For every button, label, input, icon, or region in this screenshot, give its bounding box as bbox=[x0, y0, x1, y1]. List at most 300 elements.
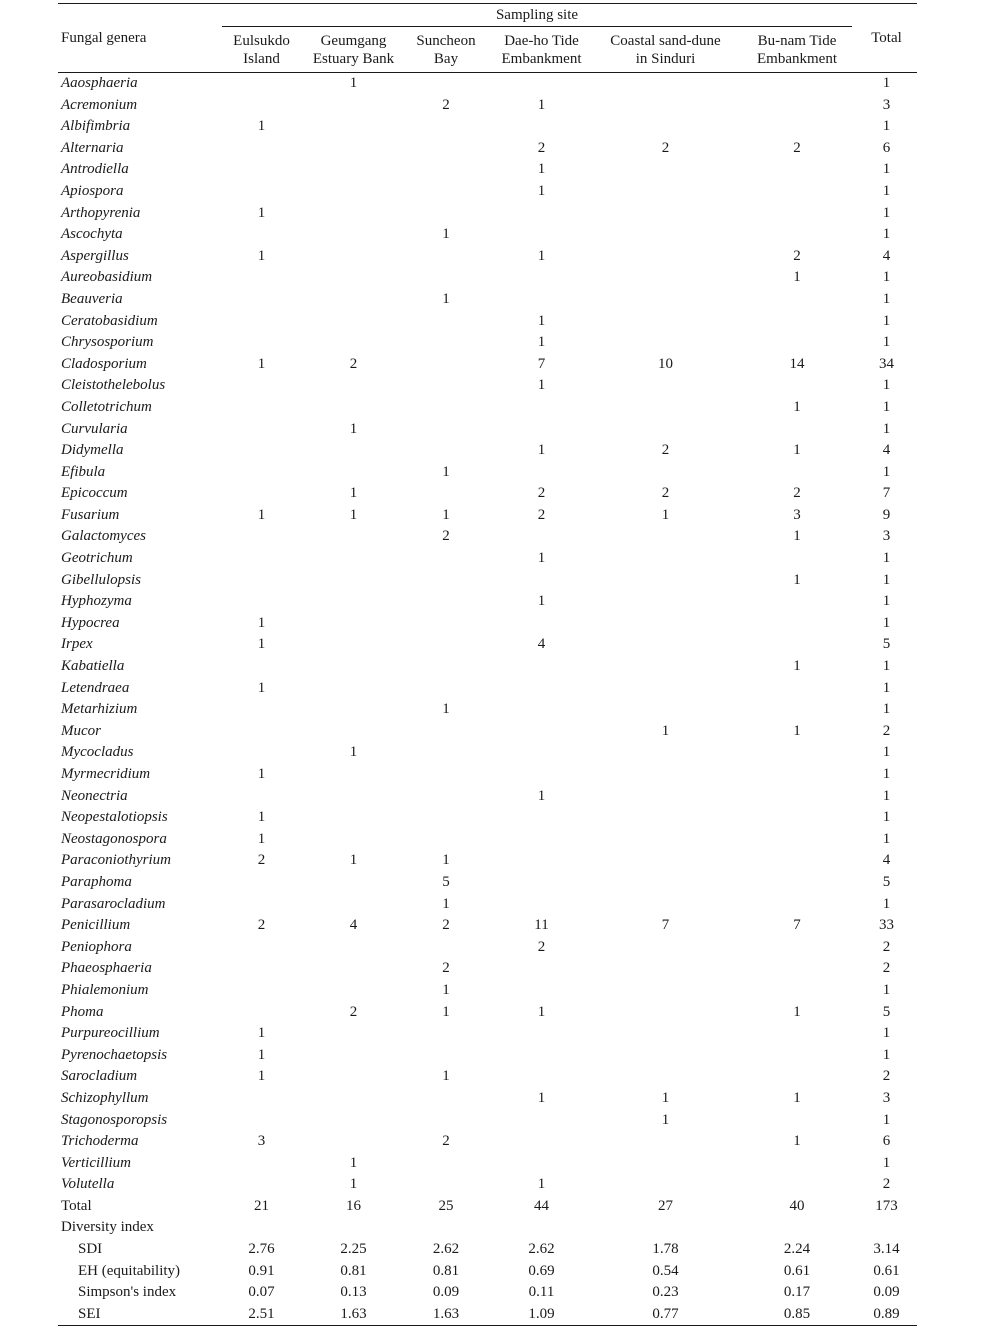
count-cell bbox=[490, 958, 593, 980]
count-cell bbox=[305, 721, 402, 743]
genus-name: Purpureocillium bbox=[61, 1025, 160, 1042]
count-cell: 2 bbox=[442, 917, 450, 934]
count-cell bbox=[402, 613, 490, 635]
total-cell: 7 bbox=[882, 485, 891, 502]
count-cell bbox=[402, 440, 490, 462]
genus-row bbox=[58, 721, 917, 743]
genus-name: Hyphozyma bbox=[61, 593, 132, 610]
count-cell bbox=[305, 656, 402, 678]
genus-name: Trichoderma bbox=[61, 1133, 139, 1150]
count-cell bbox=[593, 764, 738, 786]
count-cell: 11 bbox=[534, 917, 549, 934]
count-cell bbox=[218, 980, 305, 1002]
count-cell: 0.77 bbox=[593, 1304, 738, 1326]
count-cell bbox=[402, 203, 490, 225]
count-cell: 3 bbox=[257, 1133, 266, 1150]
count-cell: 1 bbox=[349, 420, 358, 437]
total-cell: 1 bbox=[882, 290, 891, 307]
count-cell bbox=[402, 354, 490, 376]
count-cell bbox=[490, 116, 593, 138]
count-cell bbox=[402, 181, 490, 203]
count-cell: 1.63 bbox=[402, 1304, 490, 1326]
count-cell bbox=[305, 613, 402, 635]
total-cell: 1 bbox=[882, 981, 891, 998]
count-cell bbox=[593, 786, 738, 808]
count-cell: 1 bbox=[793, 571, 801, 588]
count-cell: 1 bbox=[661, 506, 670, 523]
genus-row bbox=[58, 548, 917, 570]
count-cell bbox=[593, 419, 738, 441]
count-cell bbox=[738, 332, 856, 354]
genus-name: Efibula bbox=[61, 463, 106, 480]
genus-row bbox=[58, 462, 917, 484]
site-header-line: Suncheon bbox=[416, 33, 476, 49]
count-cell bbox=[402, 656, 490, 678]
total-cell: 5 bbox=[882, 1003, 891, 1020]
genus-row bbox=[58, 505, 917, 527]
count-cell: 1 bbox=[537, 334, 546, 351]
count-cell: 1 bbox=[537, 787, 546, 804]
count-cell bbox=[402, 634, 490, 656]
count-cell: 7 bbox=[537, 355, 546, 372]
total-cell: 4 bbox=[882, 442, 891, 459]
count-cell bbox=[218, 526, 305, 548]
count-cell: 2 bbox=[793, 139, 801, 156]
count-cell bbox=[218, 1088, 305, 1110]
genus-name: Metarhizium bbox=[61, 701, 138, 718]
count-cell bbox=[305, 267, 402, 289]
count-cell: 1 bbox=[442, 463, 450, 480]
count-cell bbox=[738, 937, 856, 959]
count-cell: 1 bbox=[257, 355, 266, 372]
total-cell: 1 bbox=[882, 161, 891, 178]
total-cell: 3 bbox=[882, 528, 891, 545]
count-cell bbox=[490, 462, 593, 484]
count-cell bbox=[305, 224, 402, 246]
total-cell: 1 bbox=[882, 269, 891, 286]
count-cell bbox=[738, 375, 856, 397]
total-cell: 1 bbox=[882, 334, 891, 351]
count-cell: 2.25 bbox=[340, 1241, 367, 1258]
count-cell: 2.62 bbox=[528, 1241, 555, 1258]
count-cell: 1 bbox=[537, 247, 546, 264]
count-cell bbox=[593, 397, 738, 419]
genus-row bbox=[58, 138, 917, 160]
count-cell bbox=[218, 1217, 305, 1239]
count-cell bbox=[593, 116, 738, 138]
site-header-line: Eulsukdo bbox=[233, 33, 290, 49]
count-cell bbox=[402, 721, 490, 743]
count-cell: 1 bbox=[793, 269, 801, 286]
site-header-line: Embankment bbox=[757, 51, 837, 67]
total-cell: 1 bbox=[882, 420, 891, 437]
genus-row bbox=[58, 678, 917, 700]
genus-name: Neopestalotiopsis bbox=[61, 809, 168, 826]
count-cell bbox=[402, 73, 490, 95]
count-cell bbox=[305, 116, 402, 138]
count-cell: 2 bbox=[349, 355, 358, 372]
count-cell: 1 bbox=[257, 247, 266, 264]
count-cell bbox=[305, 440, 402, 462]
genus-row bbox=[58, 699, 917, 721]
genus-row bbox=[58, 613, 917, 635]
count-cell bbox=[402, 483, 490, 505]
count-cell bbox=[593, 1066, 738, 1088]
count-cell: 0.81 bbox=[340, 1262, 367, 1279]
fungal-genera-table bbox=[58, 3, 917, 1326]
genus-row bbox=[58, 872, 917, 894]
count-cell bbox=[305, 591, 402, 613]
count-cell bbox=[305, 937, 402, 959]
count-cell bbox=[218, 1110, 305, 1132]
genus-row bbox=[58, 246, 917, 268]
genus-row bbox=[58, 829, 917, 851]
count-cell: 2 bbox=[537, 506, 546, 523]
count-cell: 1 bbox=[257, 830, 266, 847]
count-cell: 4 bbox=[537, 636, 546, 653]
genus-name: Sarocladium bbox=[61, 1068, 138, 1085]
total-cell: 2 bbox=[882, 1068, 891, 1085]
count-cell bbox=[738, 699, 856, 721]
site-header-line: Coastal sand-dune bbox=[610, 33, 721, 49]
count-cell bbox=[490, 397, 593, 419]
count-cell: 4 bbox=[349, 917, 358, 934]
genus-row bbox=[58, 159, 917, 181]
count-cell bbox=[593, 1153, 738, 1175]
count-cell: 1 bbox=[537, 550, 546, 567]
count-cell bbox=[218, 1002, 305, 1024]
count-cell bbox=[402, 937, 490, 959]
total-cell: 1 bbox=[882, 809, 891, 826]
count-cell bbox=[218, 289, 305, 311]
count-cell: 1 bbox=[537, 1089, 546, 1106]
genus-name: Peniophora bbox=[61, 938, 132, 955]
count-cell: 1 bbox=[537, 96, 546, 113]
count-cell: 0.11 bbox=[528, 1284, 555, 1301]
count-cell bbox=[305, 872, 402, 894]
genus-row bbox=[58, 203, 917, 225]
count-cell bbox=[490, 872, 593, 894]
total-cell: 2 bbox=[882, 960, 891, 977]
total-cell: 1 bbox=[882, 1154, 891, 1171]
total-cell: 1 bbox=[882, 614, 891, 631]
count-cell bbox=[402, 786, 490, 808]
genus-row bbox=[58, 786, 917, 808]
sampling-site-group-header bbox=[218, 4, 856, 31]
count-cell bbox=[738, 311, 856, 333]
count-cell: 0.17 bbox=[783, 1284, 811, 1301]
count-cell bbox=[305, 894, 402, 916]
count-cell bbox=[593, 937, 738, 959]
total-cell: 1 bbox=[882, 658, 891, 675]
total-cell: 0.89 bbox=[856, 1304, 917, 1326]
total-cell: 1 bbox=[882, 744, 891, 761]
genus-row bbox=[58, 440, 917, 462]
count-cell bbox=[402, 1153, 490, 1175]
genus-row bbox=[58, 958, 917, 980]
count-cell bbox=[402, 311, 490, 333]
genus-row bbox=[58, 311, 917, 333]
count-cell bbox=[402, 1217, 490, 1239]
count-cell bbox=[593, 958, 738, 980]
count-cell: 1 bbox=[257, 118, 266, 135]
count-cell: 1 bbox=[257, 204, 266, 221]
count-cell bbox=[402, 332, 490, 354]
count-cell bbox=[738, 829, 856, 851]
count-cell bbox=[402, 1088, 490, 1110]
count-cell: 7 bbox=[661, 917, 670, 934]
count-cell: 1 bbox=[257, 506, 266, 523]
count-cell bbox=[402, 267, 490, 289]
count-cell bbox=[218, 440, 305, 462]
total-cell: 1 bbox=[882, 463, 891, 480]
count-cell bbox=[593, 807, 738, 829]
genus-name: Mycocladus bbox=[61, 744, 134, 761]
count-cell: 1.63 bbox=[305, 1304, 402, 1326]
site-header-line: Geumgang bbox=[320, 33, 387, 49]
genus-row bbox=[58, 181, 917, 203]
count-cell: 2 bbox=[661, 442, 670, 459]
genus-column-header: Fungal genera bbox=[58, 4, 218, 73]
total-cell: 1 bbox=[882, 550, 891, 567]
count-cell bbox=[305, 829, 402, 851]
total-cell: 3 bbox=[882, 96, 891, 113]
count-cell bbox=[402, 419, 490, 441]
genus-row bbox=[58, 1023, 917, 1045]
count-cell: 0.85 bbox=[738, 1304, 856, 1326]
site-header-line: Dae-ho Tide bbox=[504, 33, 579, 49]
count-cell bbox=[218, 332, 305, 354]
site-header-line: Bay bbox=[433, 51, 459, 67]
genus-row bbox=[58, 1110, 917, 1132]
total-cell: 1 bbox=[882, 571, 891, 588]
count-cell: 1 bbox=[442, 701, 450, 718]
sampling-site-label: Sampling site bbox=[222, 6, 852, 27]
genus-name: Aureobasidium bbox=[61, 269, 153, 286]
count-cell bbox=[218, 699, 305, 721]
count-cell: 1 bbox=[537, 161, 546, 178]
genus-row bbox=[58, 915, 917, 937]
count-cell bbox=[738, 203, 856, 225]
count-cell bbox=[218, 786, 305, 808]
count-cell bbox=[738, 591, 856, 613]
total-cell: 33 bbox=[879, 917, 894, 934]
count-cell: 1 bbox=[442, 981, 450, 998]
genus-name: Neostagonospora bbox=[61, 830, 167, 847]
count-cell: 0.69 bbox=[528, 1262, 555, 1279]
count-cell: 2 bbox=[537, 938, 546, 955]
count-cell bbox=[490, 894, 593, 916]
count-cell bbox=[305, 462, 402, 484]
genus-row bbox=[58, 742, 917, 764]
genus-name: Arthopyrenia bbox=[61, 204, 141, 221]
genus-row bbox=[58, 591, 917, 613]
count-cell: 1 bbox=[442, 226, 450, 243]
count-cell: 1 bbox=[349, 1154, 358, 1171]
count-cell bbox=[305, 332, 402, 354]
total-cell: 1 bbox=[882, 679, 891, 696]
count-cell bbox=[218, 267, 305, 289]
genus-name: Stagonosporopsis bbox=[61, 1111, 168, 1128]
count-cell: 2 bbox=[442, 528, 450, 545]
genus-row bbox=[58, 1088, 917, 1110]
fungal-genera-table-container bbox=[58, 3, 917, 1326]
count-cell bbox=[490, 807, 593, 829]
count-cell bbox=[218, 311, 305, 333]
count-cell bbox=[490, 1023, 593, 1045]
count-cell bbox=[738, 116, 856, 138]
count-cell bbox=[305, 1088, 402, 1110]
genus-row bbox=[58, 289, 917, 311]
count-cell bbox=[305, 311, 402, 333]
count-cell bbox=[218, 742, 305, 764]
count-cell bbox=[593, 311, 738, 333]
count-cell bbox=[402, 764, 490, 786]
count-cell bbox=[490, 526, 593, 548]
count-cell bbox=[738, 786, 856, 808]
count-cell: 1 bbox=[537, 1176, 546, 1193]
count-cell: 27 bbox=[658, 1197, 673, 1214]
count-cell: 1 bbox=[793, 528, 801, 545]
count-cell: 1 bbox=[257, 636, 266, 653]
count-cell: 5 bbox=[442, 873, 450, 890]
total-label: Total bbox=[61, 1197, 92, 1214]
count-cell bbox=[490, 1066, 593, 1088]
genus-row bbox=[58, 764, 917, 786]
count-cell bbox=[490, 764, 593, 786]
count-cell bbox=[738, 634, 856, 656]
count-cell: 0.23 bbox=[652, 1284, 679, 1301]
count-cell bbox=[738, 1023, 856, 1045]
count-cell bbox=[402, 1174, 490, 1196]
count-cell bbox=[738, 958, 856, 980]
site-header-line: in Sinduri bbox=[635, 51, 696, 67]
count-cell bbox=[218, 159, 305, 181]
count-cell bbox=[305, 375, 402, 397]
count-cell bbox=[593, 332, 738, 354]
genus-row bbox=[58, 95, 917, 117]
total-cell: 1 bbox=[882, 398, 891, 415]
count-cell bbox=[490, 570, 593, 592]
genus-name: Verticillium bbox=[61, 1154, 131, 1171]
total-cell: 2 bbox=[882, 938, 891, 955]
total-cell: 1 bbox=[882, 895, 891, 912]
count-cell: 1 bbox=[537, 593, 546, 610]
count-cell: 2.76 bbox=[248, 1241, 275, 1258]
genus-row bbox=[58, 937, 917, 959]
count-cell bbox=[738, 678, 856, 700]
diversity-index-row bbox=[58, 1239, 917, 1261]
count-cell bbox=[738, 764, 856, 786]
count-cell: 1 bbox=[257, 1025, 266, 1042]
diversity-index-name: SDI bbox=[78, 1241, 103, 1258]
count-cell bbox=[218, 73, 305, 95]
count-cell bbox=[402, 548, 490, 570]
genus-name: Pyrenochaetopsis bbox=[61, 1046, 168, 1063]
count-cell: 2 bbox=[349, 1003, 358, 1020]
count-cell bbox=[593, 548, 738, 570]
genus-row bbox=[58, 1174, 917, 1196]
genus-row bbox=[58, 419, 917, 441]
count-cell bbox=[593, 1023, 738, 1045]
count-cell bbox=[218, 570, 305, 592]
count-cell bbox=[490, 73, 593, 95]
site-column-header bbox=[593, 30, 738, 73]
total-cell: 1 bbox=[882, 701, 891, 718]
count-cell bbox=[490, 742, 593, 764]
count-cell: 3 bbox=[793, 506, 801, 523]
genus-row bbox=[58, 570, 917, 592]
genus-row bbox=[58, 526, 917, 548]
count-cell: 2 bbox=[442, 960, 450, 977]
count-cell bbox=[218, 548, 305, 570]
count-cell bbox=[218, 375, 305, 397]
count-cell bbox=[490, 289, 593, 311]
count-cell: 0.13 bbox=[340, 1284, 367, 1301]
count-cell bbox=[402, 1045, 490, 1067]
site-header-line: Estuary Bank bbox=[312, 51, 395, 67]
count-cell bbox=[218, 872, 305, 894]
count-cell bbox=[593, 829, 738, 851]
count-cell: 2 bbox=[661, 485, 670, 502]
genus-row bbox=[58, 1002, 917, 1024]
count-cell bbox=[593, 95, 738, 117]
genus-name: Neonectria bbox=[61, 787, 128, 804]
count-cell bbox=[218, 937, 305, 959]
count-cell bbox=[490, 980, 593, 1002]
count-cell bbox=[490, 1131, 593, 1153]
count-cell bbox=[305, 1066, 402, 1088]
genus-name: Ceratobasidium bbox=[61, 312, 158, 329]
genus-row bbox=[58, 483, 917, 505]
count-cell bbox=[593, 872, 738, 894]
total-cell: 5 bbox=[882, 636, 891, 653]
count-cell bbox=[305, 1023, 402, 1045]
diversity-index-name: Simpson's index bbox=[78, 1284, 177, 1301]
count-cell bbox=[593, 570, 738, 592]
count-cell bbox=[402, 397, 490, 419]
count-cell bbox=[218, 1174, 305, 1196]
count-cell bbox=[305, 289, 402, 311]
count-cell: 10 bbox=[658, 355, 673, 372]
count-cell bbox=[738, 613, 856, 635]
genus-row bbox=[58, 980, 917, 1002]
count-cell bbox=[738, 1110, 856, 1132]
count-cell bbox=[738, 742, 856, 764]
count-cell: 1 bbox=[257, 1068, 266, 1085]
count-cell: 44 bbox=[534, 1197, 549, 1214]
total-cell: 2 bbox=[882, 722, 891, 739]
count-cell: 2 bbox=[661, 139, 670, 156]
count-cell bbox=[218, 1153, 305, 1175]
site-header-line: Island bbox=[243, 51, 280, 67]
count-cell: 1 bbox=[793, 722, 801, 739]
count-cell bbox=[490, 267, 593, 289]
genus-name: Cleistothelebolus bbox=[61, 377, 166, 394]
count-cell: 0.91 bbox=[248, 1262, 275, 1279]
total-cell: 1 bbox=[882, 312, 891, 329]
count-cell bbox=[593, 462, 738, 484]
count-cell bbox=[305, 1045, 402, 1067]
genus-name: Didymella bbox=[61, 442, 124, 459]
genus-row bbox=[58, 1131, 917, 1153]
genus-name: Phaeosphaeria bbox=[61, 960, 152, 977]
genus-name: Myrmecridium bbox=[61, 766, 151, 782]
total-cell: 173 bbox=[875, 1197, 898, 1214]
count-cell bbox=[305, 570, 402, 592]
count-cell: 1 bbox=[661, 1111, 670, 1128]
count-cell bbox=[490, 419, 593, 441]
